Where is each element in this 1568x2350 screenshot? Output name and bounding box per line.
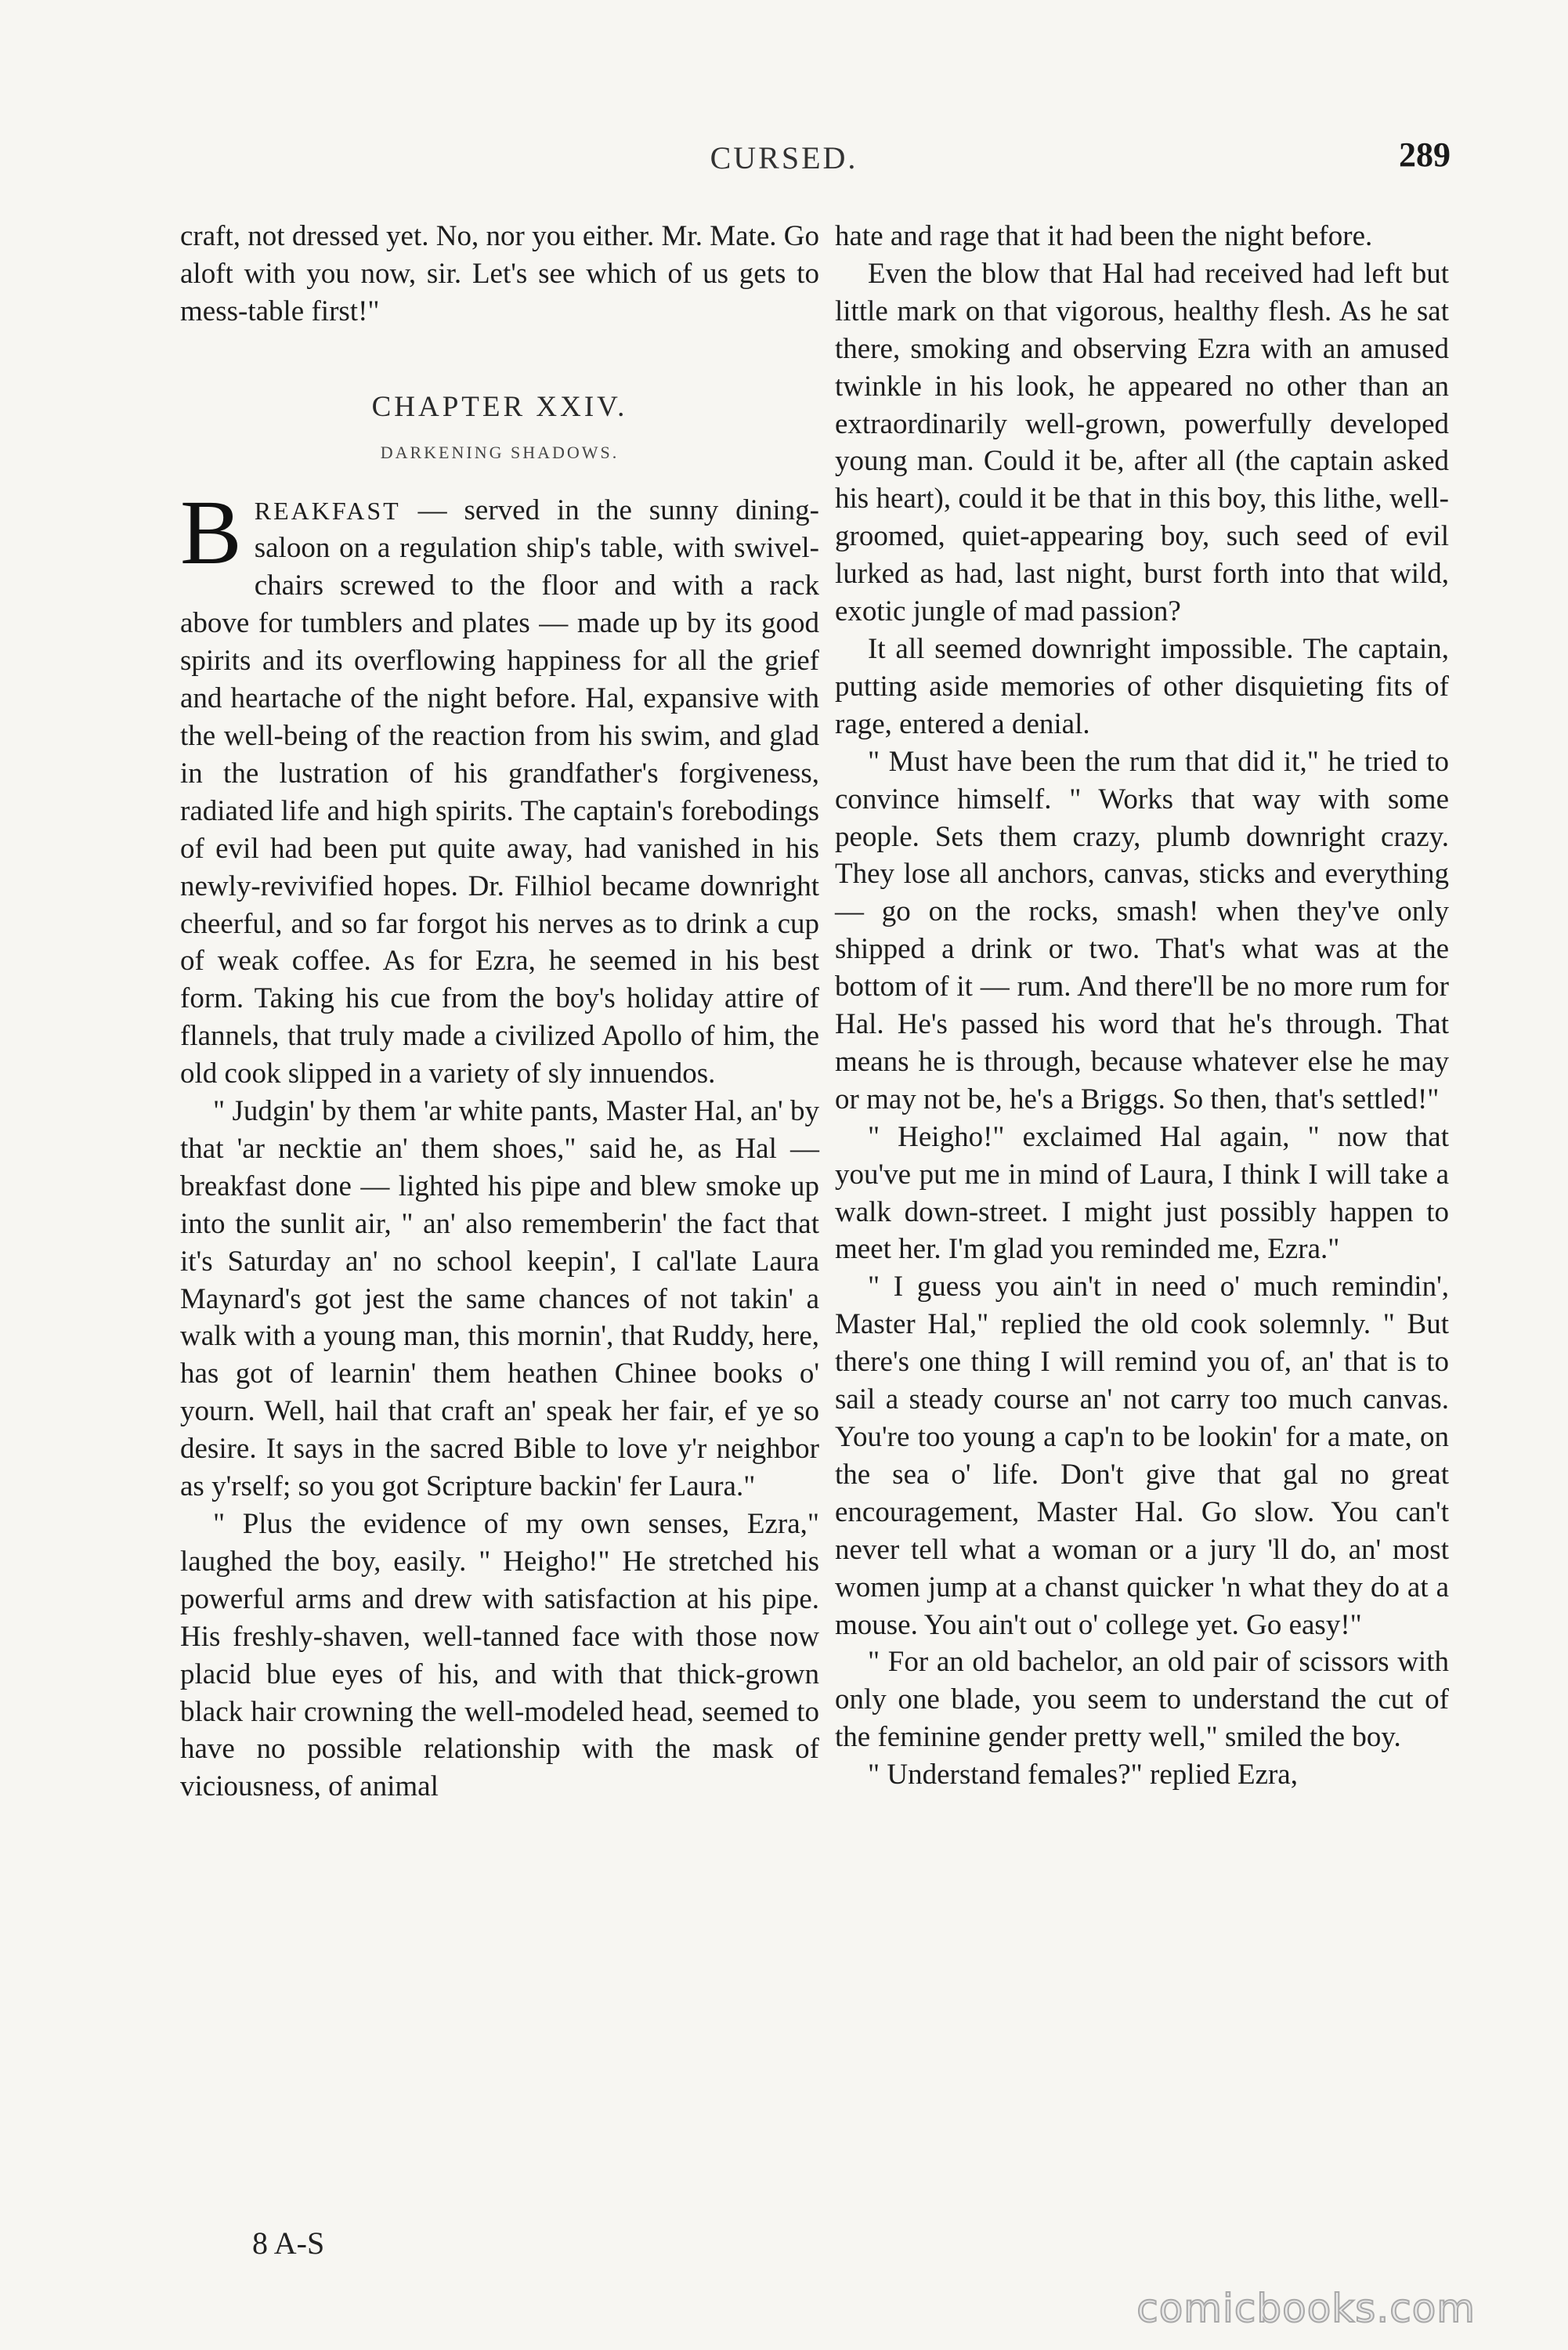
page-number: 289 (1399, 136, 1451, 174)
left-continuation-paragraph: craft, not dressed yet. No, nor you either. Mr. Mate. Go aloft with you now, sir. Let's see which of us gets to mess-table first!" (180, 220, 819, 327)
paragraph: It all seemed downright impossible. The captain, putting aside memories of other disquieting fits of rage, entered a denial. (835, 632, 1449, 740)
paragraph: Even the blow that Hal had received had left but little mark on that vigorous, healthy flesh. As he sat there, smoking and observing Ezra with an amused twinkle in his look, he appeared no other than an extraordinarily well-grown, powerfully developed young man. Could it be, after all (the captain asked his heart), could it be that in this boy, this lithe, well-groomed, quiet-appearing boy, such seed of evil lurked as had, last night, burst forth into that wild, exotic jungle of mad passion? (835, 257, 1449, 628)
opening-paragraph (180, 480, 819, 1094)
paragraph: " I guess you ain't in need o' much remindin', Master Hal," replied the old cook solemnly. " But there's one thing I will remind you of, an' that is to sail a steady course an' not carry too much canvas. You're too young a cap'n to be lookin' for a mate, on the sea o' life. Don't give that gal no great encouragement, Master Hal. Go slow. You can't never tell what a woman or a jury 'll do, an' most women jump at a chanst quicker 'n what they do at a mouse. You ain't out o' college yet. Go easy!" (835, 1271, 1449, 1641)
printer-signature-mark: 8 A-S (252, 2225, 325, 2261)
left-column (180, 218, 819, 1806)
running-title: CURSED. (710, 140, 858, 175)
right-column (835, 218, 1449, 1794)
paragraph: " Understand females?" replied Ezra, (868, 1759, 1298, 1791)
paragraph: " Judgin' by them 'ar white pants, Master Hal, an' by that 'ar necktie an' them shoes," said he, as Hal — breakfast done — lighted his pipe and blew smoke up into the sunlit air, " an' also rememberin' the fact that it's Saturday an' no school keepin', I cal'late Laura Maynard's got jest the same chances of not takin' a walk with a young man, this mornin', that Ruddy, here, has got of learnin' them heathen Chinee books o' yourn. Well, hail that craft an' speak her fair, ef ye so desire. It says in the sacred Bible to love y'r neighbor as y'rself; so you got Scripture backin' fer Laura." (180, 1095, 819, 1503)
drop-cap-letter: B (180, 480, 242, 584)
paragraph: " Heigho!" exclaimed Hal again, " now that you've put me in mind of Laura, I think I will take a walk down-street. I might just possibly happen to meet her. I'm glad you reminded me, Ezra." (835, 1120, 1449, 1266)
lead-word: REAKFAST (254, 496, 401, 525)
paragraph: " Plus the evidence of my own senses, Ezra," laughed the boy, easily. " Heigho!" He stretched his powerful arms and drew with satisfaction at his pipe. His freshly-shaven, well-tanned face with those now placid blue eyes of his, and with that thick-grown black hair crowning the well-modeled head, seemed to have no possible relationship with the mask of viciousness, of animal (180, 1508, 819, 1803)
opening-paragraph-text: — served in the sunny dining-saloon on a regulation ship's table, with swivel-chairs screwed to the floor and with a rack above for tumblers and plates — made up by its good spirits and its overflowing happiness for all the grief and heartache of the night before. Hal, expansive with the well-being of the reaction from his swim, and glad in the lustration of his grandfather's forgiveness, radiated life and high spirits. The captain's forebodings of evil had been put quite away, had vanished in his newly-revivified hopes. Dr. Filhiol became downright cheerful, and so far forgot his nerves as to drink a cup of weak coffee. As for Ezra, he seemed in his best form. Taking his cue from the boy's holiday attire of flannels, that truly made a civilized Apollo of him, the old cook slipped in a variety of sly innuendos. (180, 494, 819, 1090)
chapter-heading: CHAPTER XXIV. (371, 390, 628, 423)
paragraph: " Must have been the rum that did it," he tried to convince himself. " Works that way with some people. Sets them crazy, plumb downright crazy. They lose all anchors, canvas, sticks and everything — go on the rocks, smash! when they've only shipped a drink or two. That's what was at the bottom of it — rum. And there'll be no more rum for Hal. He's passed his word that he's through. That means he is through, because whatever else he may or may not be, he's a Briggs. So then, that's settled!" (835, 745, 1449, 1115)
watermark: comicbooks.com (1136, 2286, 1476, 2331)
right-continuation-paragraph: hate and rage that it had been the night before. (835, 220, 1373, 252)
paragraph: " For an old bachelor, an old pair of scissors with only one blade, you seem to understand the cut of the feminine gender pretty well," smiled the boy. (835, 1646, 1449, 1754)
chapter-subtitle: DARKENING SHADOWS. (380, 442, 620, 462)
